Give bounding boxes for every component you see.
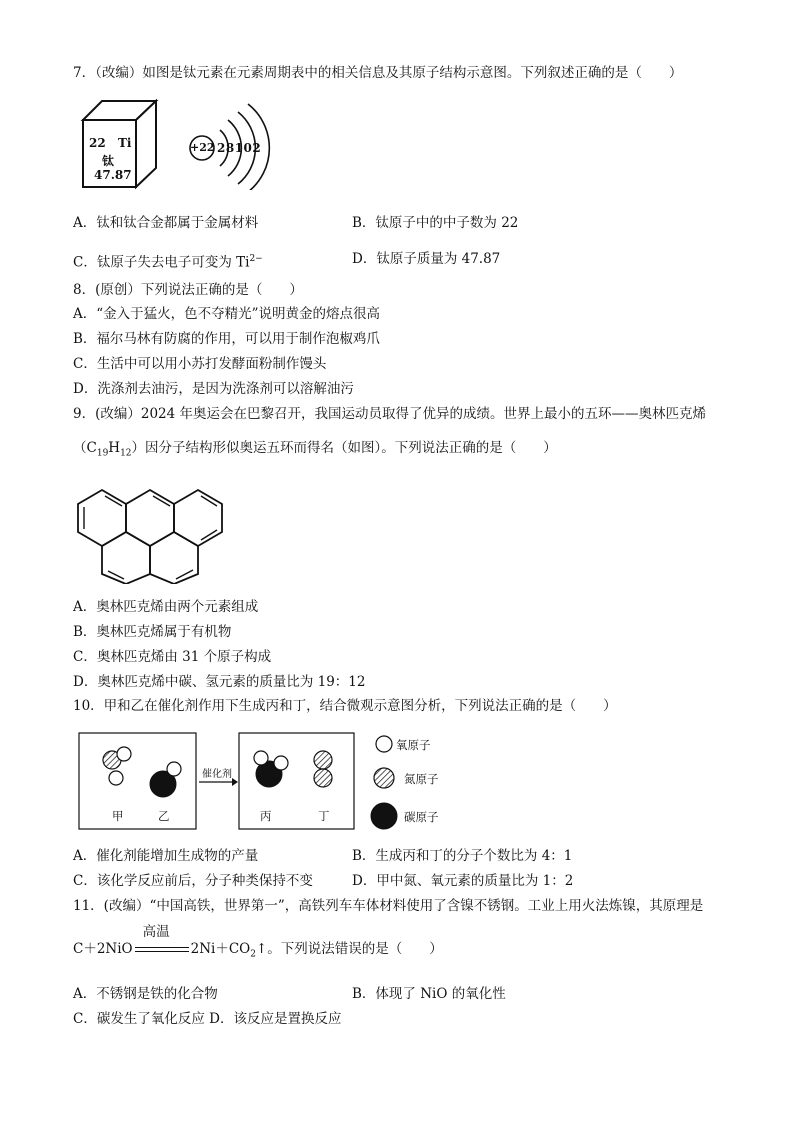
- eq-right: 2Ni＋CO: [190, 941, 251, 957]
- eq-sign: [135, 947, 189, 952]
- q10-option-c[interactable]: C．该化学反应前后，分子种类保持不变: [73, 873, 313, 889]
- label-jia: 甲: [112, 809, 124, 823]
- eq-condition-text: 高温: [142, 924, 170, 940]
- q11-equation: [73, 924, 443, 964]
- eq-sub: 2: [250, 949, 256, 960]
- atomic-mass: 47.87: [94, 168, 132, 182]
- q8-option-d[interactable]: D．洗涤剂去油污，是因为洗涤剂可以溶解油污: [73, 381, 354, 397]
- formula-open: （C: [73, 440, 97, 456]
- reaction-diagram: [78, 732, 458, 832]
- q10-option-d[interactable]: D．甲中氮、氧元素的质量比为 1：2: [352, 873, 574, 889]
- q7-option-c[interactable]: [73, 250, 263, 272]
- carbon-count: 19: [96, 448, 109, 459]
- q8-option-a[interactable]: A．“金入于猛火，色不夺精光”说明黄金的熔点很高: [73, 306, 381, 322]
- label-yi: 乙: [158, 809, 170, 823]
- eq-condition: [133, 924, 191, 958]
- q7-option-d[interactable]: D．钛原子质量为 47.87: [352, 251, 501, 267]
- electron-shells: 28102: [217, 141, 262, 155]
- legend-nitrogen: 氮原子: [404, 772, 439, 786]
- q11-option-b[interactable]: B．体现了 NiO 的氧化性: [352, 986, 506, 1002]
- hydrogen-count: 12: [120, 448, 132, 459]
- ti-charge: 2−: [249, 254, 263, 264]
- q8-option-c[interactable]: C．生活中可以用小苏打发酵面粉制作馒头: [73, 356, 327, 372]
- q9-option-c[interactable]: C．奥林匹克烯由 31 个原子构成: [73, 649, 272, 665]
- q7-option-a[interactable]: A．钛和钛合金都属于金属材料: [73, 215, 259, 231]
- olympicene-structure: [74, 478, 224, 584]
- q11-stem: 11．(改编）“中国高铁，世界第一”，高铁列车车体材料使用了含镍不锈钢。工业上用火法炼镍，其原理是: [73, 898, 704, 914]
- q10-option-a[interactable]: A．催化剂能增加生成物的产量: [73, 848, 259, 864]
- q8-option-b[interactable]: B．福尔马林有防腐的作用，可以用于制作泡椒鸡爪: [73, 331, 380, 347]
- q9-option-a[interactable]: A．奥林匹克烯由两个元素组成: [73, 599, 259, 615]
- label-ding: 丁: [318, 809, 330, 823]
- label-catalyst: 催化剂: [202, 769, 232, 780]
- label-bing: 丙: [260, 809, 272, 823]
- q9-stem-line2: [73, 439, 557, 463]
- legend-oxygen: 氧原子: [396, 738, 431, 752]
- legend-carbon: 碳原子: [404, 810, 439, 824]
- eq-left: C＋2NiO: [73, 941, 133, 957]
- element-symbol: Ti: [118, 136, 132, 150]
- q9-stem-line1: 9．(改编）2024 年奥运会在巴黎召开，我国运动员取得了优异的成绩。世界上最小的五环——奥林匹克烯: [73, 406, 707, 422]
- q9-option-d[interactable]: D．奥林匹克烯中碳、氢元素的质量比为 19：12: [73, 674, 366, 690]
- q7-stem: 7．（改编）如图是钛元素在元素周期表中的相关信息及其原子结构示意图。下列叙述正确的是（ ）: [73, 65, 683, 81]
- element-tile: [80, 98, 160, 190]
- q7-option-b[interactable]: B．钛原子中的中子数为 22: [352, 215, 519, 231]
- q10-option-b[interactable]: B．生成丙和丁的分子个数比为 4：1: [352, 848, 573, 864]
- atom-structure: [186, 100, 276, 190]
- q9-option-b[interactable]: B．奥林匹克烯属于有机物: [73, 624, 232, 640]
- eq-tail: ↑。下列说法错误的是（ ）: [255, 941, 443, 957]
- formula-close: ）因分子结构形似奥运五环而得名（如图）。下列说法正确的是（ ）: [131, 440, 557, 456]
- q8-stem: 8．(原创）下列说法正确的是（ ）: [73, 282, 303, 298]
- element-name: 钛: [102, 154, 115, 168]
- q10-stem: 10．甲和乙在催化剂作用下生成丙和丁，结合微观示意图分析，下列说法正确的是（ ）: [73, 698, 617, 714]
- nucleus-charge: +22: [190, 141, 215, 154]
- molecule-hexagons-icon: [74, 478, 224, 584]
- atomic-number: 22: [89, 136, 106, 150]
- q7-option-c-text: C．钛原子失去电子可变为 Ti: [73, 254, 250, 271]
- q11-option-a[interactable]: A．不锈钢是铁的化合物: [73, 986, 218, 1002]
- formula-h: H: [108, 440, 121, 456]
- q11-option-cd[interactable]: C．碳发生了氧化反应 D．该反应是置换反应: [73, 1011, 342, 1027]
